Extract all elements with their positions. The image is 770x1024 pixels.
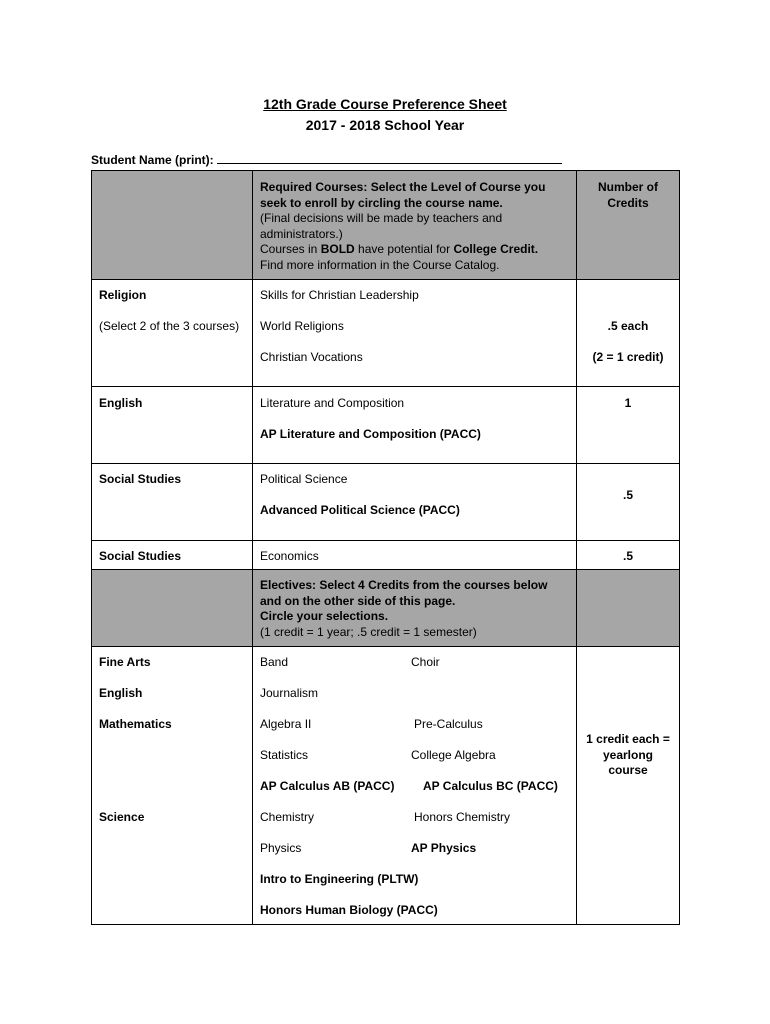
social-studies-subject-cell [92, 464, 253, 540]
required-instr-bold-word: BOLD [320, 242, 355, 256]
required-instr-line5-mid: have potential for [354, 242, 454, 256]
course-option[interactable]: Pre-Calculus [414, 717, 483, 731]
social-studies-credit: .5 [622, 488, 633, 502]
electives-instr-line4: (1 credit = 1 year; .5 credit = 1 semester) [260, 624, 477, 639]
course-option[interactable]: Band [260, 655, 289, 669]
required-header-empty [92, 171, 253, 279]
course-option[interactable]: Skills for Christian Leadership [260, 288, 419, 302]
economics-credit: .5 [622, 549, 633, 563]
required-header-instructions [253, 171, 577, 279]
religion-subject: Religion [99, 288, 147, 302]
electives-instr-line2: and on the other side of this page. [260, 593, 456, 608]
english-courses-cell [253, 387, 577, 463]
electives-credits-cell [577, 647, 679, 924]
electives-header-empty [92, 570, 253, 646]
religion-credits-cell [577, 280, 679, 386]
economics-subject-cell [92, 541, 253, 569]
required-instr-line2: seek to enroll by circling the course name. [260, 195, 503, 210]
religion-row [91, 279, 680, 386]
economics-credits-cell [577, 541, 679, 569]
electives-subjects-cell [92, 647, 253, 924]
religion-note: (Select 2 of the 3 courses) [99, 319, 240, 333]
credits-header [577, 171, 679, 279]
required-instr-line4: administrators.) [260, 226, 343, 241]
course-option[interactable]: Literature and Composition [260, 396, 405, 410]
student-name-line[interactable] [217, 153, 562, 164]
electives-courses-cell [253, 647, 577, 924]
course-option[interactable]: Chemistry [260, 810, 315, 824]
course-option[interactable]: Advanced Political Science (PACC) [260, 503, 460, 517]
religion-courses-cell [253, 280, 577, 386]
course-option[interactable]: World Religions [260, 319, 344, 333]
course-option[interactable]: AP Calculus AB (PACC) [260, 779, 395, 793]
elective-subject-fine-arts: Fine Arts [99, 655, 151, 669]
social-studies-credits-cell [577, 464, 679, 540]
required-instr-line6: Find more information in the Course Catalog. [260, 257, 500, 272]
course-option[interactable]: Algebra II [260, 717, 312, 731]
electives-credit: 1 credit each = yearlong course [586, 732, 670, 777]
english-subject-cell [92, 387, 253, 463]
religion-credit-each: .5 each [607, 319, 649, 333]
course-option[interactable]: Honors Chemistry [414, 810, 511, 824]
student-name-field[interactable] [91, 153, 562, 167]
course-option[interactable]: College Algebra [411, 748, 496, 762]
required-instr-college-credit: College Credit. [453, 242, 539, 256]
social-studies-row-2 [91, 540, 680, 569]
economics-subject: Social Studies [99, 549, 182, 563]
course-option[interactable]: Choir [411, 655, 440, 669]
student-name-label: Student Name (print): [91, 153, 214, 167]
social-studies-row-1 [91, 463, 680, 540]
social-studies-subject: Social Studies [99, 472, 182, 486]
electives-row [91, 646, 680, 925]
required-instr-line5 [260, 242, 538, 258]
course-option[interactable]: Physics [260, 841, 302, 855]
credits-header-label: Number of Credits [598, 180, 658, 210]
electives-instr-line1: Electives: Select 4 Credits from the courses below [260, 578, 548, 592]
religion-credit-total: (2 = 1 credit) [592, 350, 664, 364]
elective-subject-english: English [99, 686, 143, 700]
page-subtitle: 2017 - 2018 School Year [305, 117, 465, 133]
course-option[interactable]: AP Calculus BC (PACC) [423, 779, 558, 793]
electives-instr-line3: Circle your selections. [260, 609, 389, 623]
course-option[interactable]: Political Science [260, 472, 348, 486]
electives-header-row [91, 569, 680, 646]
electives-header-credits [577, 570, 679, 646]
page-title: 12th Grade Course Preference Sheet [263, 96, 507, 112]
course-option[interactable]: Statistics [260, 748, 309, 762]
course-option[interactable]: AP Literature and Composition (PACC) [260, 427, 481, 441]
required-header-row [91, 170, 680, 279]
economics-courses-cell [253, 541, 577, 569]
elective-subject-science: Science [99, 810, 145, 824]
required-instr-line5-pre: Courses in [260, 242, 321, 256]
course-option[interactable]: Journalism [260, 686, 319, 700]
religion-subject-cell [92, 280, 253, 386]
required-instr-line1: Required Courses: Select the Level of Course you [260, 180, 546, 194]
english-subject: English [99, 396, 143, 410]
course-option[interactable]: Honors Human Biology (PACC) [260, 903, 438, 917]
course-option[interactable]: AP Physics [411, 841, 477, 855]
course-option[interactable]: Economics [260, 549, 319, 563]
course-option[interactable]: Christian Vocations [260, 350, 363, 364]
electives-header-instructions [253, 570, 577, 646]
course-option[interactable]: Intro to Engineering (PLTW) [260, 872, 419, 886]
english-credits-cell [577, 387, 679, 463]
english-row [91, 386, 680, 463]
english-credit: 1 [624, 396, 632, 410]
required-instr-line3: (Final decisions will be made by teachers and [260, 211, 503, 225]
social-studies-courses-cell [253, 464, 577, 540]
elective-subject-mathematics: Mathematics [99, 717, 172, 731]
